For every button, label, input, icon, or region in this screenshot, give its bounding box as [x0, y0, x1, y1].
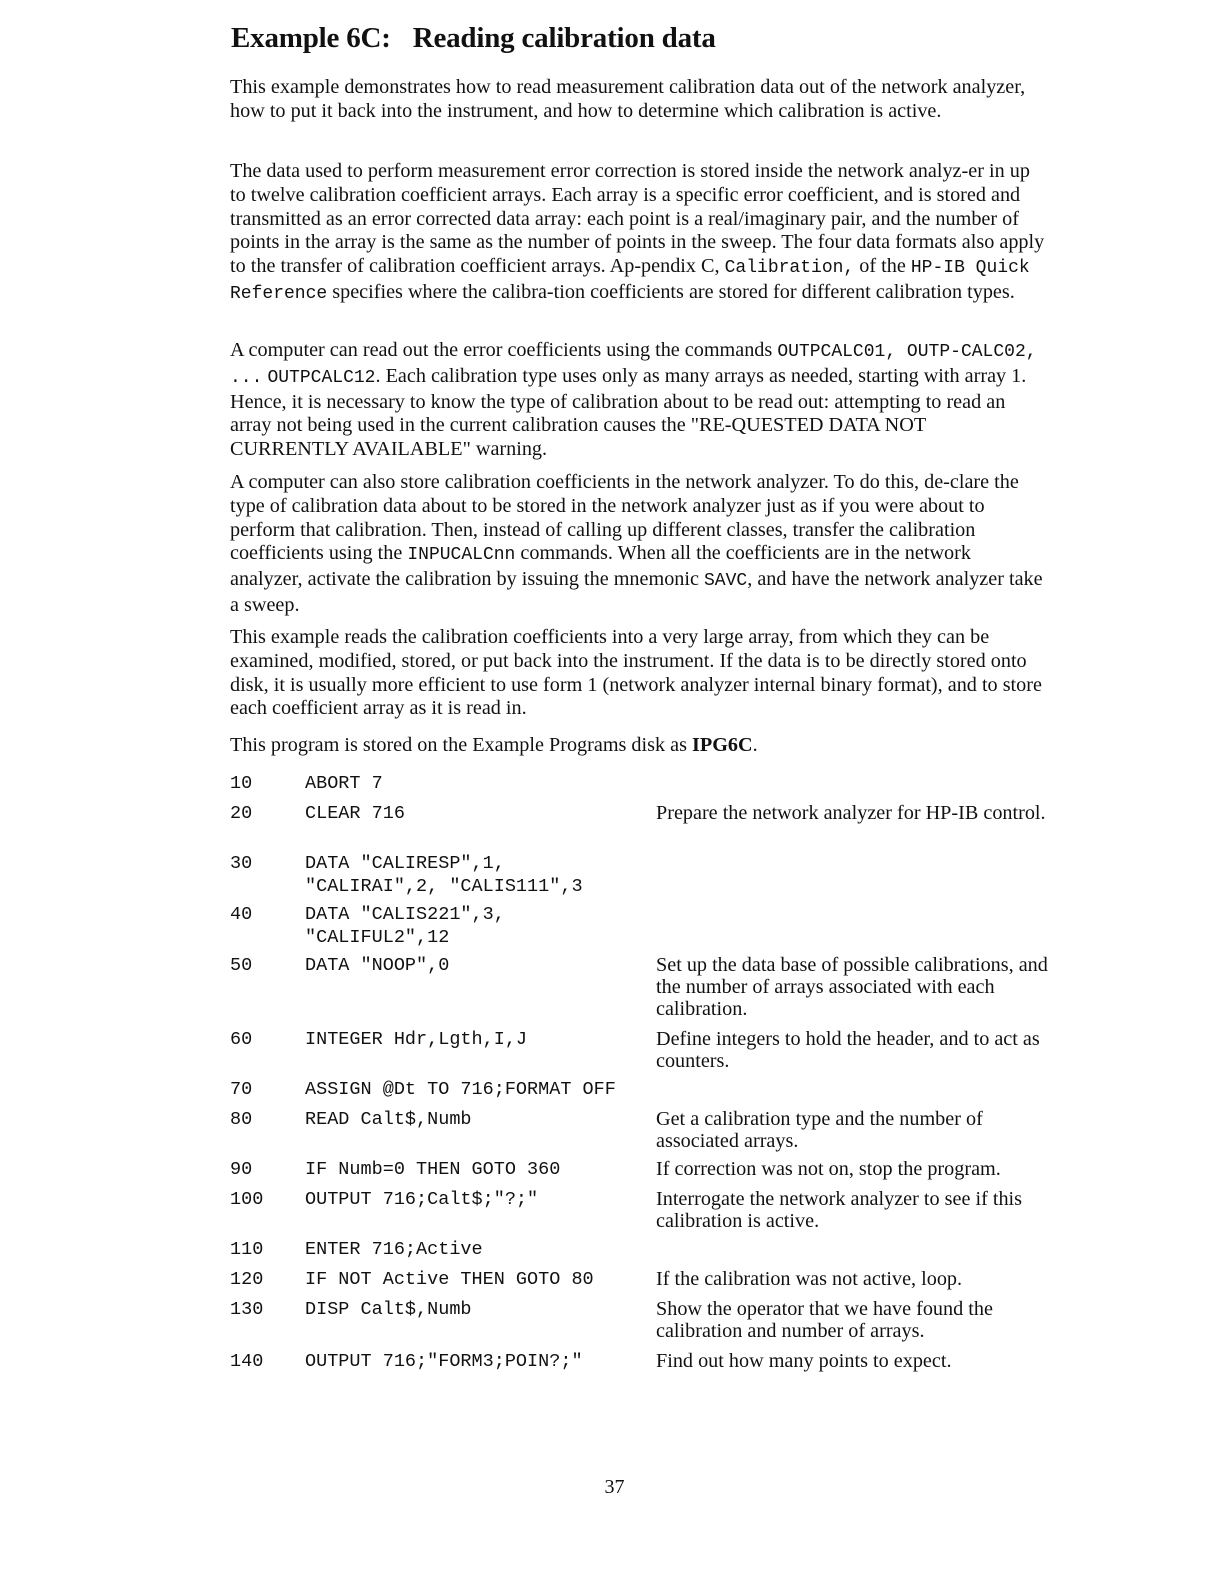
- mono-span: SAVC: [704, 571, 748, 592]
- line-number: 100: [230, 1189, 264, 1210]
- text-span: The data used to perform measurement error correction is stored inside the network analyz-er in up to twelve calibration coefficient arrays. Each array is a specific error coefficient, and is stored and transmitted as an error corrected data array: each point is a real/imaginary pair, and the number of points in the array is the same as the number of points in the sweep. The four data formats also apply to the transfer of calibration coefficient arrays. Ap-pendix C,: [230, 160, 1045, 278]
- paragraph-store-coefficients: [230, 471, 1045, 618]
- program-name: IPG6C: [692, 734, 753, 756]
- paragraph-program-location: [230, 734, 1045, 758]
- line-number: 120: [230, 1269, 264, 1290]
- mono-span: Calibration,: [724, 258, 855, 279]
- mono-span: OUTPCALC12: [267, 367, 376, 388]
- text-span: specifies where the calibra-tion coefficients are stored for different calibration types.: [327, 280, 1015, 303]
- code-text: OUTPUT 716;"FORM3;POIN?;": [305, 1351, 583, 1372]
- line-comment: Find out how many points to expect.: [656, 1350, 952, 1372]
- line-number: 50: [230, 955, 253, 976]
- line-number: 70: [230, 1079, 253, 1100]
- line-number: 110: [230, 1239, 264, 1260]
- paragraph-calibration-arrays: [230, 160, 1045, 307]
- code-text: DATA "NOOP",0: [305, 955, 450, 976]
- code-text: IF NOT Active THEN GOTO 80: [305, 1269, 594, 1290]
- heading-label: Example 6C:: [231, 22, 391, 54]
- text-span: A computer can also store calibration coefficients in the network analyzer. To do this, de-clare the type of calibration data about to be stored in the network analyzer just as if you were about to perform that calibration. Then, instead of calling up different classes, transfer the calibration coefficients using the: [230, 471, 1019, 565]
- text-span: . Each calibration type uses only as many arrays as needed, starting with array 1. Hence, it is necessary to know the type of calibration about to be read out: attempting to read an array not being used in the current calibration causes the "RE-QUESTED DATA NOT CURRENTLY AVAILABLE" warning.: [230, 364, 1027, 461]
- section-heading: [231, 22, 716, 55]
- text-span: commands. When all the coefficients are in the network analyzer, activate the calibration by issuing the mnemonic: [230, 542, 971, 591]
- code-text: ENTER 716;Active: [305, 1239, 483, 1260]
- code-text: OUTPUT 716;Calt$;"?;": [305, 1189, 539, 1210]
- line-comment: Set up the data base of possible calibrations, and the number of arrays associated with each calibration.: [656, 954, 1048, 1020]
- paragraph-intro: This example demonstrates how to read measurement calibration data out of the network analyzer, how to put it back into the instrument, and how to determine which calibration is active.: [230, 76, 1026, 122]
- code-text: IF Numb=0 THEN GOTO 360: [305, 1159, 561, 1180]
- line-number: 40: [230, 904, 253, 925]
- line-number: 30: [230, 853, 253, 874]
- line-number: 130: [230, 1299, 264, 1320]
- text-span: This program is stored on the Example Programs disk as: [230, 734, 692, 756]
- code-text: ASSIGN @Dt TO 716;FORMAT OFF: [305, 1079, 616, 1100]
- line-comment: If the calibration was not active, loop.: [656, 1268, 963, 1290]
- paragraph-large-array: This example reads the calibration coefficients into a very large array, from which they can be examined, modified, stored, or put back into the instrument. If the data is to be directly stored onto disk, it is usually more efficient to use form 1 (network analyzer internal binary format), and to store each coefficient array as it is read in.: [230, 626, 1042, 720]
- line-comment: Get a calibration type and the number of associated arrays.: [656, 1108, 983, 1152]
- heading-title: Reading calibration data: [412, 22, 716, 54]
- line-number: 60: [230, 1029, 253, 1050]
- line-comment: Prepare the network analyzer for HP-IB control.: [656, 802, 1046, 824]
- code-text: READ Calt$,Numb: [305, 1109, 472, 1130]
- text-span: of the: [854, 255, 911, 278]
- code-text: DATA "CALIRESP",1, "CALIRAI",2, "CALIS111",3: [305, 853, 583, 897]
- line-comment: Define integers to hold the header, and to act as counters.: [656, 1028, 1040, 1072]
- mono-span: OUTPCALC01, OUTP-CALC02, ...: [230, 342, 1037, 388]
- line-comment: If correction was not on, stop the program.: [656, 1158, 1001, 1180]
- line-comment: Interrogate the network analyzer to see if this calibration is active.: [656, 1188, 1023, 1232]
- line-number: 140: [230, 1351, 264, 1372]
- mono-span: INPUCALCnn: [407, 545, 516, 566]
- line-number: 10: [230, 773, 253, 794]
- text-span: A computer can read out the error coefficients using the commands: [230, 339, 778, 361]
- page-number: 37: [604, 1476, 625, 1498]
- code-text: CLEAR 716: [305, 803, 405, 824]
- line-comment: Show the operator that we have found the calibration and number of arrays.: [656, 1298, 993, 1342]
- code-text: DATA "CALIS221",3, "CALIFUL2",12: [305, 904, 505, 948]
- code-text: DISP Calt$,Numb: [305, 1299, 472, 1320]
- line-number: 80: [230, 1109, 253, 1130]
- code-text: INTEGER Hdr,Lgth,I,J: [305, 1029, 528, 1050]
- text-span: .: [752, 734, 758, 756]
- paragraph-read-coefficients: [230, 339, 1045, 462]
- code-text: ABORT 7: [305, 773, 383, 794]
- line-number: 90: [230, 1159, 253, 1180]
- text-span: , and have the network analyzer take a sweep.: [230, 568, 1043, 616]
- line-number: 20: [230, 803, 253, 824]
- mono-span: HP-IB Quick Reference: [230, 258, 1030, 304]
